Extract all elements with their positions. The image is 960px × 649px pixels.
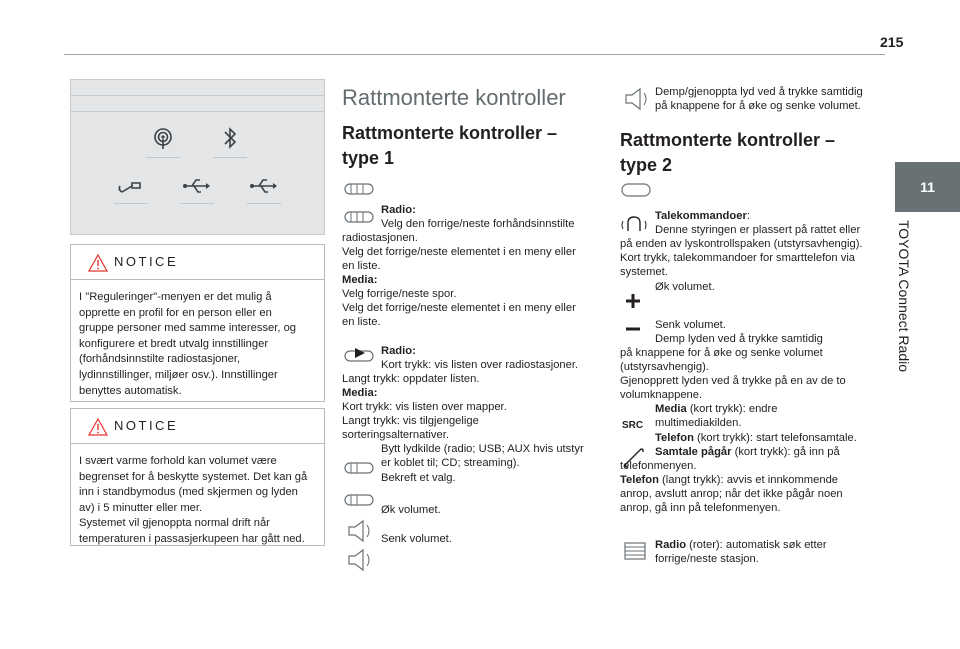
bluetooth-icon[interactable] xyxy=(213,125,247,158)
text-line: Radio: xyxy=(381,345,416,357)
text-line: er koblet til; CD; streaming). xyxy=(381,457,520,469)
scroll-wheel-icon xyxy=(343,458,375,478)
chapter-tab[interactable]: 11 xyxy=(895,162,960,212)
text-line: multimediakilden. xyxy=(655,417,742,429)
notice-line: Systemet vil gjenoppta normal drift når xyxy=(79,517,270,530)
press-wheel-icon xyxy=(343,345,375,367)
header-rule xyxy=(64,54,885,55)
src-icon: SRC xyxy=(622,420,644,431)
notice-title: NOTICE xyxy=(114,418,179,433)
text-line: Kort trykk, talekommandoer for smarttelefon via xyxy=(620,252,856,264)
notice-line: gruppe personer med samme interesser, og xyxy=(79,322,297,335)
notice-line: opprette en profil for en person eller en xyxy=(79,306,272,319)
notice-line: I svært varme forhold kan volumet være xyxy=(79,455,277,467)
notice-line: konfigurere et bredt utvalg innstillinger xyxy=(79,337,269,350)
text-line: Bytt lydkilde (radio; USB; AUX hvis utstyr xyxy=(381,443,584,455)
text-line: Samtale pågår (kort trykk): gå inn på xyxy=(655,446,840,458)
notice-line: av) i 5 minutter eller mer. xyxy=(79,501,203,514)
text-line: forrige/neste stasjon. xyxy=(655,553,759,565)
subsection-heading: Rattmonterte kontroller – type 1 xyxy=(342,123,558,168)
minus-icon xyxy=(624,322,642,336)
text-line: Velg det forrige/neste elementet i en meny eller xyxy=(342,246,576,258)
text-line: Senk volumet. xyxy=(381,533,452,545)
text-line: radiostasjonen. xyxy=(342,232,418,244)
text-line: Kort trykk: vis listen over mapper. xyxy=(342,401,507,413)
volume-button-icon xyxy=(343,547,375,573)
text-line: Øk volumet. xyxy=(381,504,441,516)
subsection-heading: Rattmonterte kontroller – type 2 xyxy=(620,130,836,175)
text-line: anrop, gå inn på telefonmenyen. xyxy=(620,502,781,514)
scroll-wheel-icon xyxy=(343,181,375,197)
notice-box xyxy=(70,244,325,402)
notice-line: inn i standbymodus (med skjermen og lyden xyxy=(79,486,298,499)
text-line: (utstyrsavhengig). xyxy=(620,361,709,373)
text-line: sorteringsalternativer. xyxy=(342,429,449,441)
chapter-title: TOYOTA Connect Radio xyxy=(896,220,912,372)
steering-wheel-icon xyxy=(620,181,652,199)
usb-icon[interactable] xyxy=(247,172,281,204)
notice-line: (forhåndsinnstilte radiostasjoner, xyxy=(79,353,241,366)
section-heading: Rattmonterte kontroller xyxy=(342,85,566,110)
text-line: Telefon (kort trykk): start telefonsamtale. xyxy=(655,432,857,444)
text-line: Demp/gjenoppta lyd ved å trykke samtidig xyxy=(655,86,863,98)
text-line: Velg det forrige/neste elementet i en meny eller xyxy=(342,302,576,314)
text-line: på knappene for å øke og senke volumet xyxy=(620,347,823,359)
text-line: Telefon (langt trykk): avvis et innkommende xyxy=(620,474,839,486)
text-line: telefonmenyen. xyxy=(620,460,697,472)
text-line: Radio (roter): automatisk søk etter xyxy=(655,539,827,551)
text-line: Kort trykk: vis listen over radiostasjoner. xyxy=(381,359,579,371)
text-line: Media (kort trykk): endre xyxy=(655,403,778,415)
screen-divider xyxy=(71,95,324,96)
usb-icon[interactable] xyxy=(180,172,214,204)
notice-line: I "Reguleringer"-menyen er det mulig å xyxy=(79,291,272,303)
notice-box xyxy=(70,408,325,546)
page-number: 215 xyxy=(880,34,904,50)
text-line: Velg den forrige/neste forhåndsinnstilte xyxy=(381,218,575,230)
warning-icon xyxy=(88,418,108,436)
text-line: Denne styringen er plassert på rattet eller xyxy=(655,224,861,236)
text-line: Talekommandoer: xyxy=(655,210,750,222)
notice-line: benyttes automatisk. xyxy=(79,384,182,397)
text-line: anrop, avslutt anrop; når det ikke pågår noen xyxy=(620,488,843,500)
notice-line: lydinnstillinger, miljøer osv.). Innstillinger xyxy=(79,368,278,381)
text-line: på enden av lyskontrollspaken (utstyrsavhengig). xyxy=(620,238,863,250)
volume-button-icon xyxy=(620,86,652,112)
text-line: Langt trykk: vis tilgjengelige xyxy=(342,415,479,427)
notice-line: temperaturen i passasjerkupeen har gått ned. xyxy=(79,532,305,545)
warning-icon xyxy=(88,254,108,272)
plus-icon xyxy=(624,292,642,310)
text-line: Senk volumet. xyxy=(655,319,726,331)
text-line: Media: xyxy=(342,387,378,399)
wifi-hotspot-icon[interactable] xyxy=(146,125,180,158)
scroll-wheel-icon xyxy=(343,490,375,510)
screen-illustration xyxy=(70,79,325,235)
voice-command-icon xyxy=(620,211,648,237)
scroll-wheel-icon xyxy=(343,208,375,226)
notice-line: begrenset for å beskytte systemet. Det kan gå xyxy=(79,470,308,483)
text-line: Velg forrige/neste spor. xyxy=(342,288,457,300)
volume-button-icon xyxy=(343,518,375,544)
text-line: Demp lyden ved å trykke samtidig xyxy=(655,333,823,345)
text-line: en liste. xyxy=(342,316,381,328)
text-line: på knappene for å øke og senke volumet. xyxy=(655,100,861,112)
text-line: Øk volumet. xyxy=(655,281,715,293)
aux-cable-icon[interactable] xyxy=(114,172,148,204)
notice-title: NOTICE xyxy=(114,254,179,269)
text-line: Media: xyxy=(342,274,378,286)
radio-wheel-icon xyxy=(622,539,648,563)
text-line: Langt trykk: oppdater listen. xyxy=(342,373,480,385)
text-line: en liste. xyxy=(342,260,381,272)
text-line: volumknappene. xyxy=(620,389,703,401)
text-line: Bekreft et valg. xyxy=(381,472,456,484)
screen-divider xyxy=(71,111,324,112)
text-line: systemet. xyxy=(620,266,668,278)
text-line: Radio: xyxy=(381,204,416,216)
text-line: Gjenopprett lyden ved å trykke på en av de to xyxy=(620,375,846,387)
